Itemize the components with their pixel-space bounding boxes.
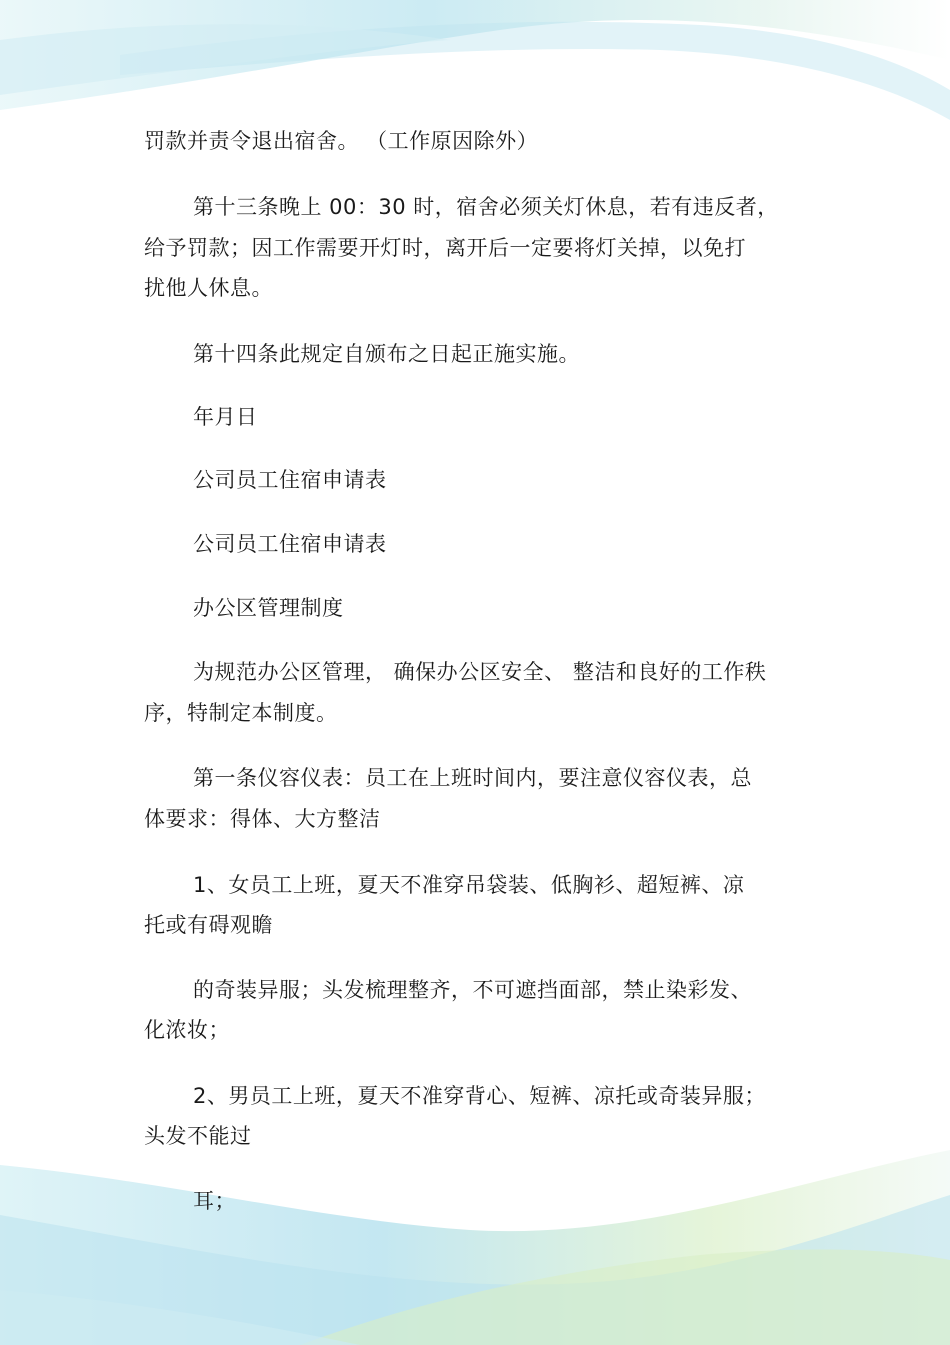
text-line-7: 公司员工住宿申请表 (193, 468, 387, 492)
text-line-14: 1、女员工上班，夏天不准穿吊袋装、低胸衫、超短裤、凉 (193, 873, 745, 897)
text-line-4: 扰他人休息。 (144, 276, 273, 300)
text-line-3: 给予罚款；因工作需要开灯时，离开后一定要将灯关掉，以免打 (144, 236, 746, 260)
text-line-17: 化浓妆； (144, 1018, 230, 1042)
text-line-20: 耳； (193, 1189, 236, 1213)
text-line-5: 第十四条此规定自颁布之日起正施实施。 (193, 342, 580, 366)
text-line-18: 2、男员工上班，夏天不准穿背心、短裤、凉托或奇装异服； (193, 1084, 766, 1108)
text-line-16: 的奇装异服；头发梳理整齐，不可遮挡面部，禁止染彩发、 (193, 978, 752, 1002)
text-line-1: 罚款并责令退出宿舍。 （工作原因除外） (144, 129, 539, 153)
text-line-8: 公司员工住宿申请表 (193, 532, 387, 556)
text-line-6: 年月日 (193, 405, 258, 429)
text-line-11: 序，特制定本制度。 (144, 701, 338, 725)
text-line-15: 托或有碍观瞻 (144, 913, 273, 937)
text-line-2: 第十三条晚上 00：30 时，宿舍必须关灯休息，若有违反者， (193, 195, 779, 219)
text-line-12: 第一条仪容仪表：员工在上班时间内，要注意仪容仪表，总 (193, 766, 752, 790)
text-line-10: 为规范办公区管理， 确保办公区安全、 整洁和良好的工作秩 (193, 660, 767, 684)
text-line-13: 体要求：得体、大方整洁 (144, 807, 381, 831)
text-line-19: 头发不能过 (144, 1124, 252, 1148)
text-line-9: 办公区管理制度 (193, 596, 344, 620)
